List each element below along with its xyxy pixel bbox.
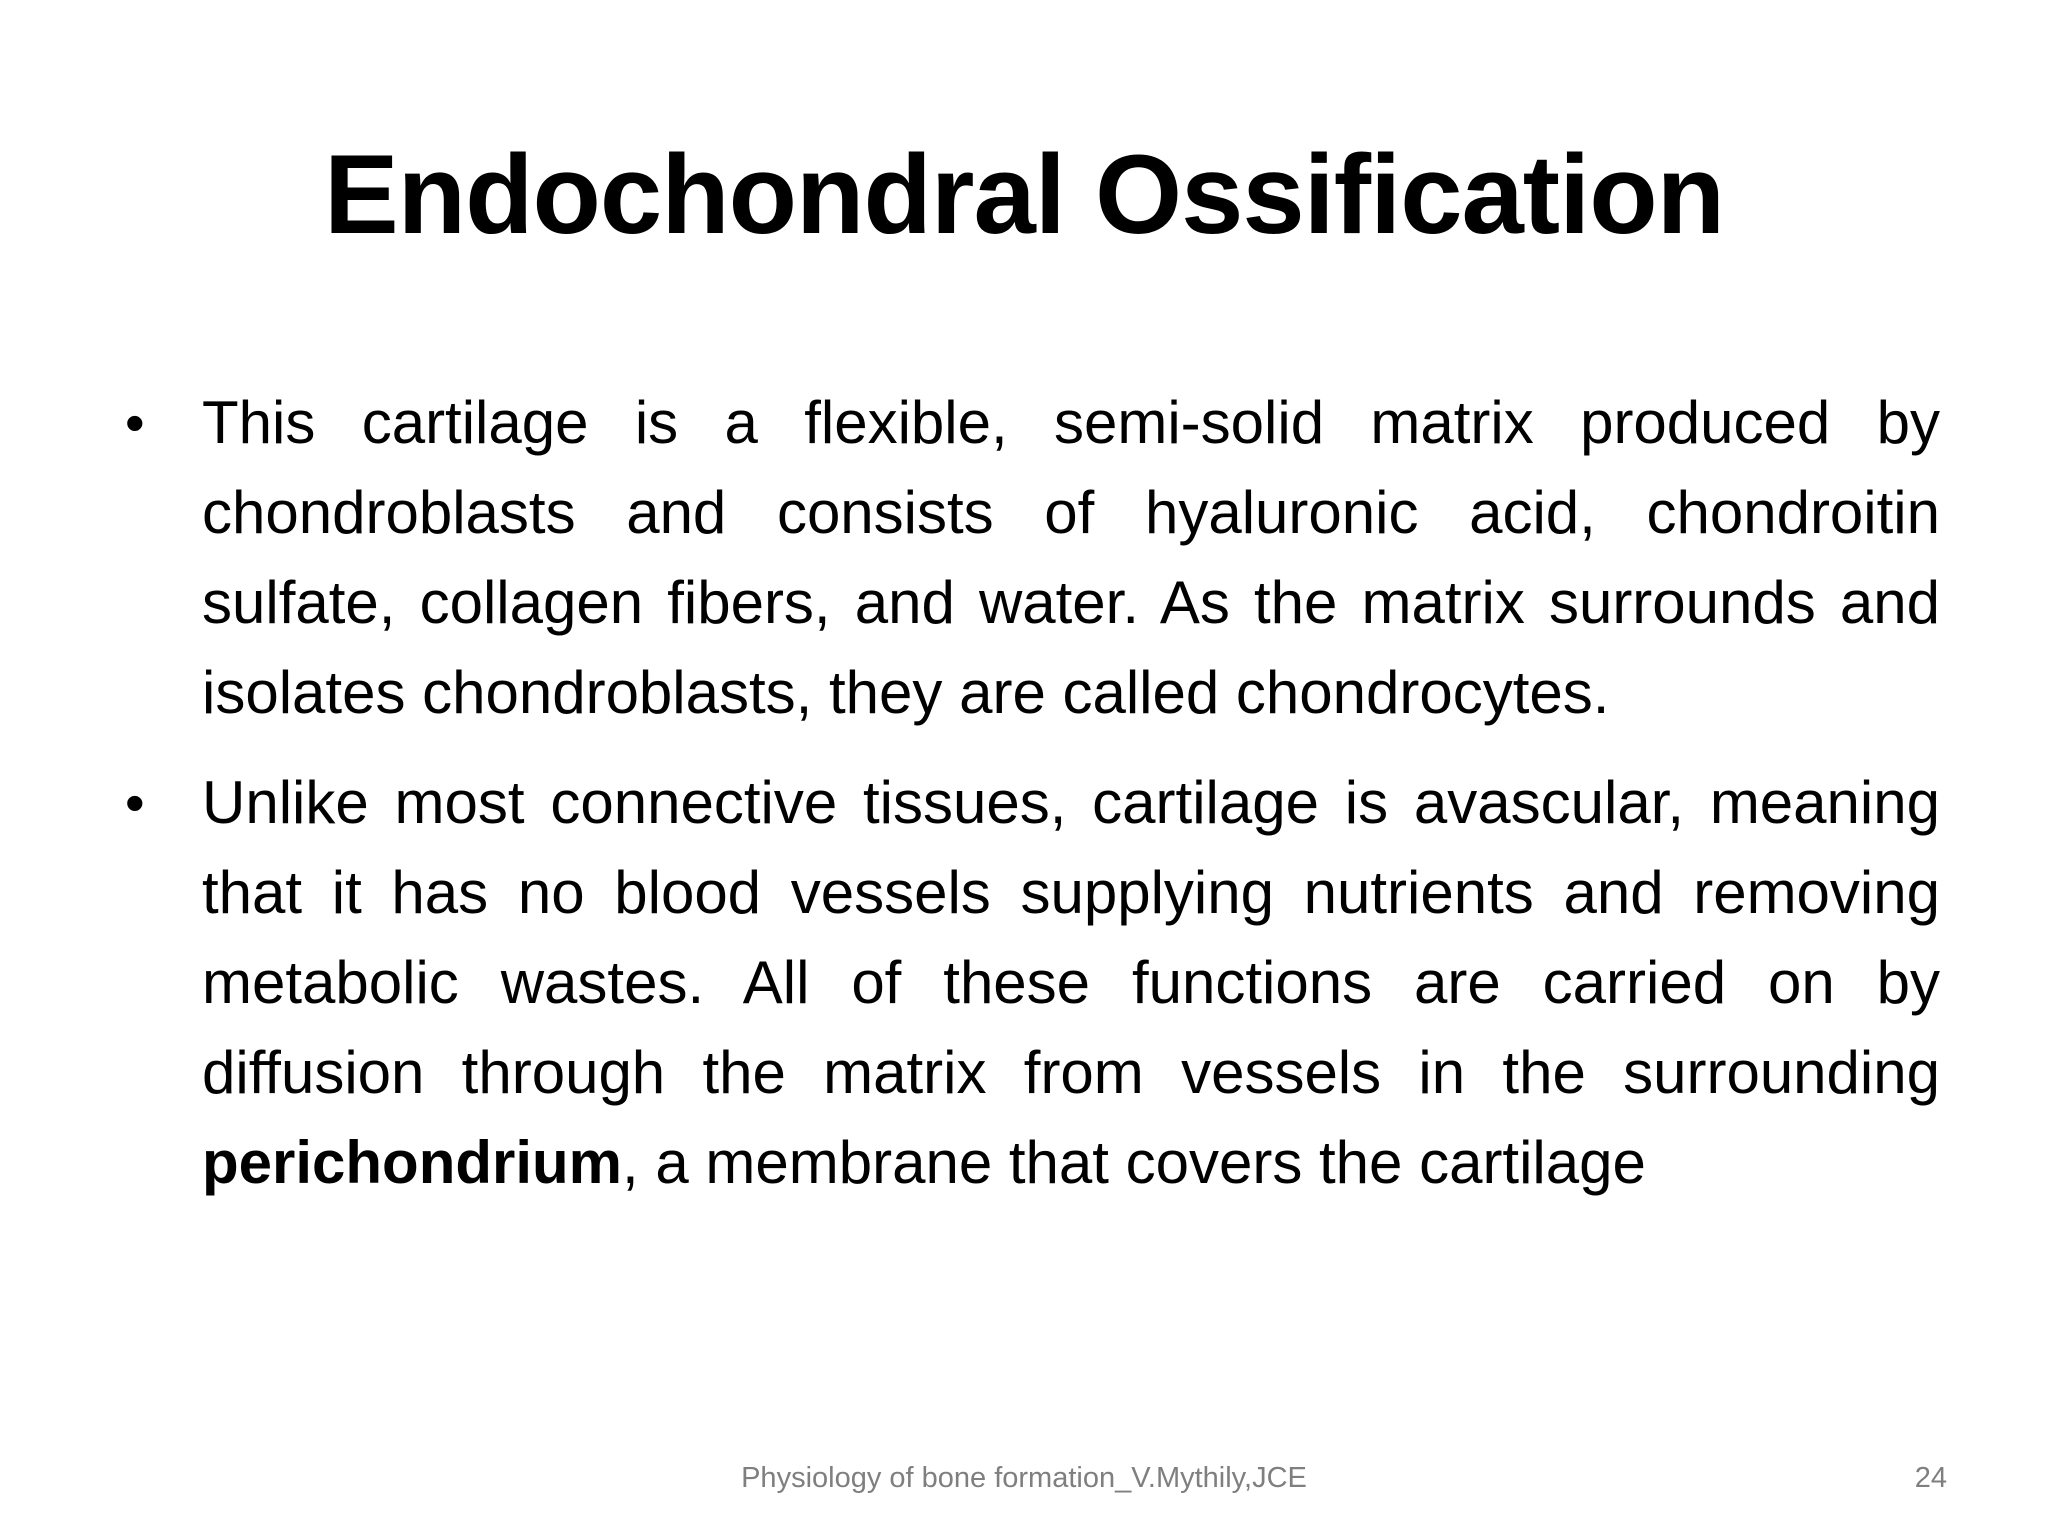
bullet-list <box>120 378 1940 1228</box>
page-number: 24 <box>1914 1462 1947 1494</box>
bullet-text-before: Unlike most connective tissues, cartilage is avascular, meaning that it has no blood vessels supplying nutrients and removing metabolic wastes. All of these functions are carried on by diffusion through the matrix from vessels in the surrounding <box>202 769 1940 1106</box>
bullet-icon: • <box>125 771 145 834</box>
slide-title: Endochondral Ossification <box>323 132 1725 257</box>
bullet-text <box>202 758 1940 1208</box>
bullet-item <box>120 758 1940 1208</box>
bullet-text: This cartilage is a flexible, semi-solid matrix produced by chondroblasts and consists of hyaluronic acid, chondroitin sulfate, collagen fibers, and water. As the matrix surrounds and isolates chondroblasts, they are called chondrocytes. <box>202 389 1940 726</box>
bullet-icon: • <box>125 391 145 454</box>
footer-text: Physiology of bone formation_V.Mythily,JCE <box>741 1462 1307 1494</box>
bold-term: perichondrium <box>202 1129 623 1196</box>
bullet-text-after: , a membrane that covers the cartilage <box>622 1129 1646 1196</box>
bullet-item <box>120 378 1940 738</box>
